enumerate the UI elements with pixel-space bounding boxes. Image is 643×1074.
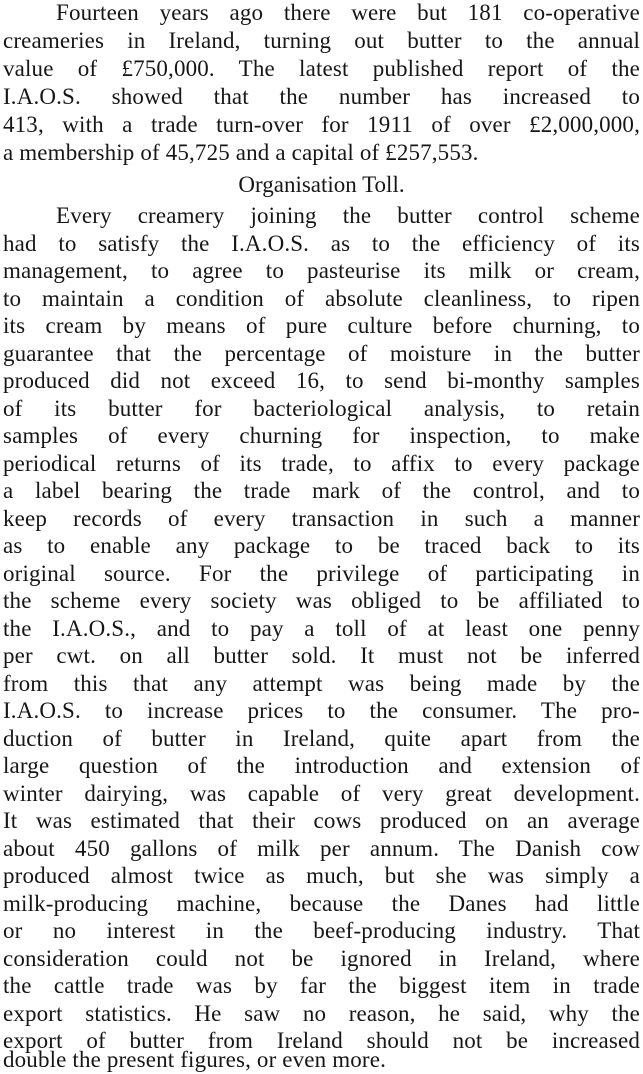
paragraph-2-line: periodical returns of its trade, to affix to every package	[3, 450, 640, 476]
paragraph-2-line: to maintain a condition of absolute cleanliness, to ripen	[3, 285, 640, 311]
paragraph-2-line: its cream by means of pure culture before churning, to	[3, 313, 640, 338]
paragraph-2-line: the I.A.O.S., and to pay a toll of at least one penny	[3, 615, 640, 641]
paragraph-2-line: duction of butter in Ireland, quite apart from the	[3, 725, 640, 751]
paragraph-2-line: keep records of every transaction in such a manner	[3, 505, 640, 531]
paragraph-2-line: It was estimated that their cows produced on an average	[3, 808, 640, 833]
paragraph-2-line: I.A.O.S. to increase prices to the consumer. The pro-	[3, 698, 640, 723]
paragraph-2-line: export of butter from Ireland should not be increased	[3, 1028, 640, 1053]
paragraph-2-line: produced did not exceed 16, to send bi-monthy samples	[3, 368, 640, 393]
paragraph-1-line: creameries in Ireland, turning out butter to the annual	[3, 28, 640, 53]
paragraph-2-line: management, to agree to pasteurise its milk or cream,	[3, 258, 640, 283]
paragraph-2-line: of its butter for bacteriological analysis, to retain	[3, 395, 640, 421]
paragraph-2-line: from this that any attempt was being made by the	[3, 670, 640, 696]
paragraph-2-line: samples of every churning for inspection, to make	[3, 423, 640, 448]
paragraph-2-line: Every creamery joining the butter control scheme	[56, 203, 640, 228]
paragraph-2-line: export statistics. He saw no reason, he said, why the	[3, 1000, 640, 1026]
paragraph-2-line: original source. For the privilege of participating in	[3, 560, 640, 586]
paragraph-1-line: a membership of 45,725 and a capital of £257,553.	[3, 140, 479, 165]
paragraph-2-line: the scheme every society was obliged to be affiliated to	[3, 588, 640, 613]
paragraph-2-line: double the present figures, or even more.	[3, 1047, 386, 1072]
paragraph-2-line: as to enable any package to be traced back to its	[3, 533, 640, 558]
paragraph-2-line: milk-producing machine, because the Danes had little	[3, 890, 640, 916]
paragraph-2-line: consideration could not be ignored in Ireland, where	[3, 945, 640, 971]
paragraph-2-line: produced almost twice as much, but she was simply a	[3, 863, 640, 888]
paragraph-2-line: about 450 gallons of milk per annum. The Danish cow	[3, 835, 640, 861]
paragraph-2-line: a label bearing the trade mark of the control, and to	[3, 478, 640, 503]
paragraph-2-line: per cwt. on all butter sold. It must not be inferred	[3, 643, 640, 668]
paragraph-2-line: large question of the introduction and extension of	[3, 753, 640, 778]
paragraph-2-line: winter dairying, was capable of very great development.	[3, 780, 640, 806]
paragraph-1-line: 413, with a trade turn-over for 1911 of over £2,000,000,	[3, 112, 640, 137]
paragraph-1-line: Fourteen years ago there were but 181 co-operative	[56, 0, 640, 25]
section-heading: Organisation Toll.	[238, 172, 405, 197]
paragraph-1-line: value of £750,000. The latest published report of the	[3, 56, 640, 81]
paragraph-2-line: had to satisfy the I.A.O.S. as to the efficiency of its	[3, 230, 640, 256]
paragraph-1-line: I.A.O.S. showed that the number has increased to	[3, 84, 640, 109]
paragraph-2-line: guarantee that the percentage of moisture in the butter	[3, 340, 640, 366]
paragraph-2-line: the cattle trade was by far the biggest item in trade	[3, 973, 640, 998]
paragraph-2-line: or no interest in the beef-producing industry. That	[3, 918, 640, 943]
